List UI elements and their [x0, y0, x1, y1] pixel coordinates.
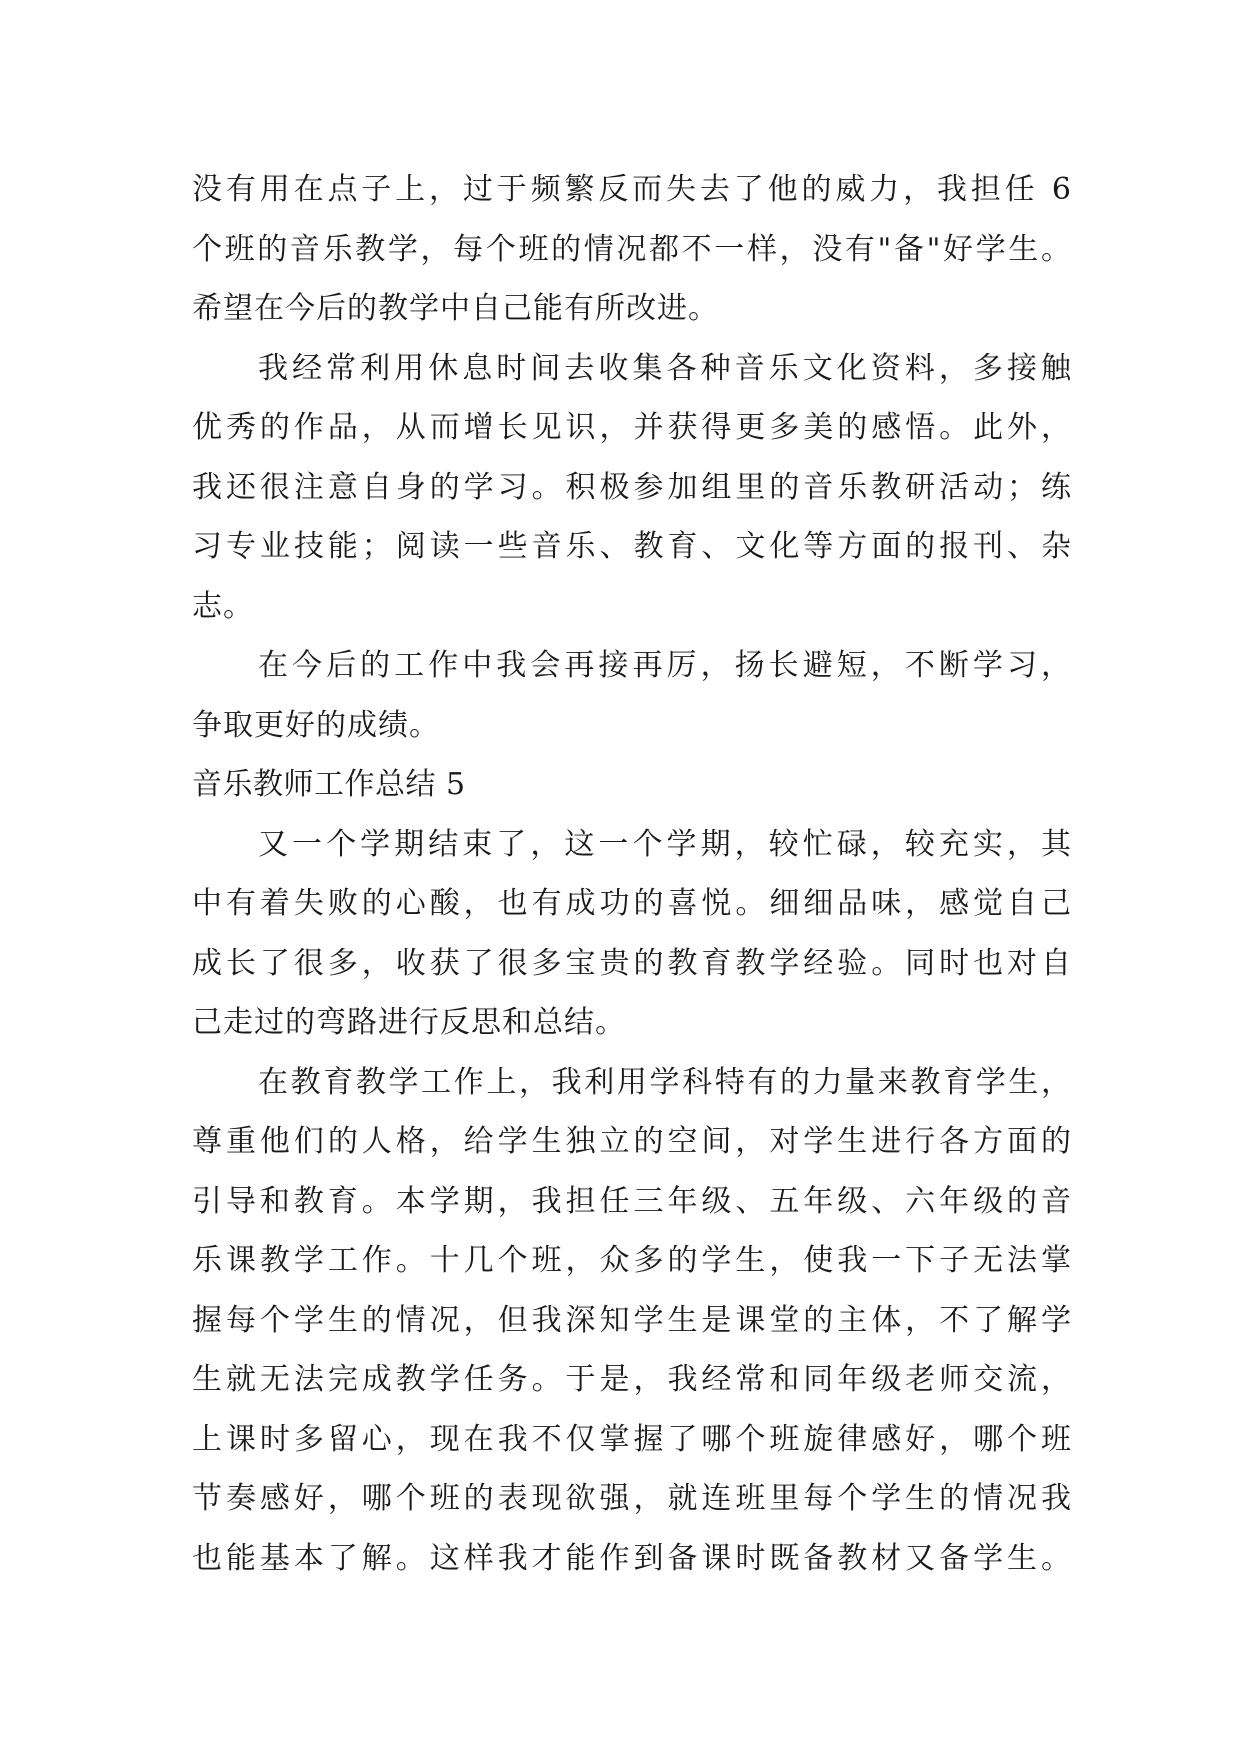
text-line: 在教育教学工作上，我利用学科特有的力量来教育学生，	[258, 1064, 1072, 1100]
section-heading: 音乐教师工作总结 5	[192, 767, 466, 802]
text-line: 乐课教学工作。十几个班，众多的学生，使我一下子无法掌	[192, 1243, 1072, 1278]
text-line: 也能基本了解。这样我才能作到备课时既备教材又备学生。	[192, 1540, 1072, 1576]
text-line: 握每个学生的情况，但我深知学生是课堂的主体，不了解学	[192, 1302, 1072, 1338]
text-line: 节奏感好，哪个班的表现欲强，就连班里每个学生的情况我	[192, 1481, 1072, 1516]
text-line: 尊重他们的人格，给学生独立的空间，对学生进行各方面的	[192, 1124, 1072, 1159]
text-line: 希望在今后的教学中自己能有所改进。	[192, 291, 719, 326]
text-line: 己走过的弯路进行反思和总结。	[192, 1005, 626, 1040]
text-line: 我经常利用休息时间去收集各种音乐文化资料，多接触	[258, 350, 1072, 386]
text-line: 在今后的工作中我会再接再厉，扬长避短，不断学习，	[258, 648, 1072, 683]
document-body	[192, 160, 1072, 1588]
text-line: 志。	[192, 588, 254, 624]
text-line: 中有着失败的心酸，也有成功的喜悦。细细品味，感觉自己	[192, 886, 1072, 921]
text-line: 没有用在点子上，过于频繁反而失去了他的威力，我担任 6	[192, 172, 1072, 207]
text-line: 我还很注意自身的学习。积极参加组里的音乐教研活动；练	[192, 469, 1072, 505]
text-line: 上课时多留心，现在我不仅掌握了哪个班旋律感好，哪个班	[192, 1421, 1072, 1457]
text-line: 又一个学期结束了，这一个学期，较忙碌，较充实，其	[258, 826, 1072, 862]
text-line: 个班的音乐教学，每个班的情况都不一样，没有"备"好学生。	[192, 231, 1072, 267]
text-line: 生就无法完成教学任务。于是，我经常和同年级老师交流，	[192, 1362, 1072, 1397]
text-line: 争取更好的成绩。	[192, 707, 440, 743]
text-line: 成长了很多，收获了很多宝贵的教育教学经验。同时也对自	[192, 945, 1072, 981]
text-line: 优秀的作品，从而增长见识，并获得更多美的感悟。此外，	[192, 410, 1072, 445]
text-line: 习专业技能；阅读一些音乐、教育、文化等方面的报刊、杂	[192, 529, 1072, 564]
text-line: 引导和教育。本学期，我担任三年级、五年级、六年级的音	[192, 1183, 1072, 1219]
